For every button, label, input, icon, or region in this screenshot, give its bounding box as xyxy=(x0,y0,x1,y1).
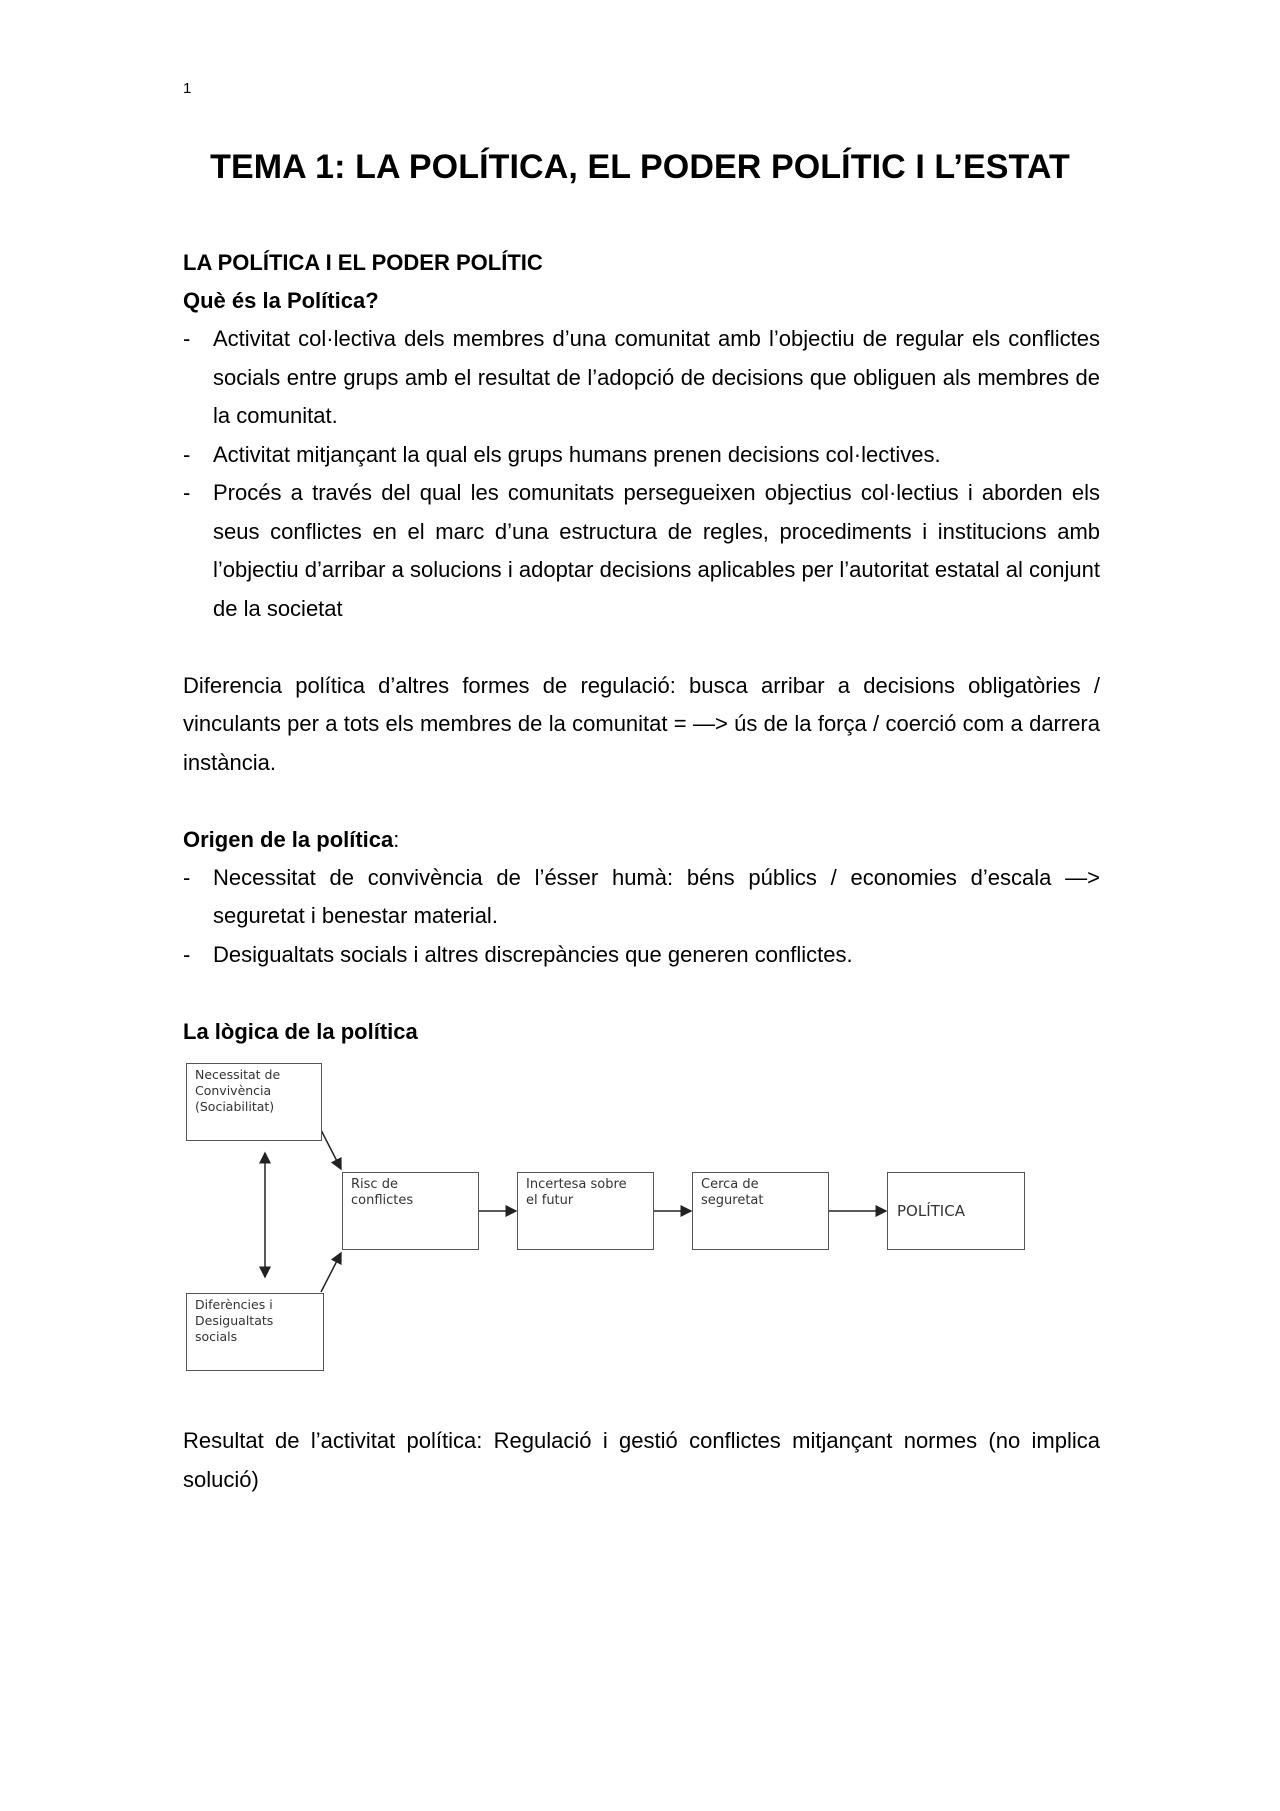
origen-colon: : xyxy=(393,826,400,852)
arrow-diferencies-to-risc xyxy=(321,1253,341,1292)
node-line: seguretat xyxy=(701,1193,764,1208)
node-line: POLÍTICA xyxy=(897,1202,965,1220)
list-item-text: Necessitat de convivència de l’ésser humà: béns públics / economies d’escala —> seguretat i benestar material. xyxy=(213,864,1100,928)
document-body xyxy=(183,244,1100,1051)
node-line: Desigualtats xyxy=(195,1313,274,1328)
dash-bullet: - xyxy=(183,326,191,351)
list-item-text: Procés a través del qual les comunitats persegueixen objectius col·lectius i aborden els seus conflictes en el marc d’una estructura de regles, procediments i institucions amb l’objectiu d’arribar a solucions i adoptar decisions aplicables per l’autoritat estatal al conjunt de la societat xyxy=(213,480,1100,621)
node-politica xyxy=(887,1172,1025,1250)
list-item xyxy=(183,474,1100,628)
node-line: Convivència xyxy=(195,1083,272,1098)
node-incertesa xyxy=(517,1172,654,1250)
origen-heading: Origen de la política xyxy=(183,826,394,852)
dash-bullet: - xyxy=(183,480,191,505)
question-heading: Què és la Política? xyxy=(183,288,379,313)
node-line: Cerca de xyxy=(701,1177,759,1192)
list-item xyxy=(183,320,1100,436)
node-line: conflictes xyxy=(351,1193,414,1208)
list-item xyxy=(183,859,1100,936)
page-title: TEMA 1: LA POLÍTICA, EL PODER POLÍTIC I L’ESTAT xyxy=(210,148,1070,186)
logic-diagram xyxy=(183,1050,1033,1370)
list-item xyxy=(183,936,1100,975)
node-line: (Sociabilitat) xyxy=(195,1099,275,1114)
node-necessitat xyxy=(186,1063,322,1141)
node-line: socials xyxy=(195,1329,238,1344)
resultat-paragraph: Resultat de l’activitat política: Regulació i gestió conflictes mitjançant normes (no implica solució) xyxy=(183,1428,1100,1492)
node-cerca xyxy=(692,1172,829,1250)
logica-heading: La lògica de la política xyxy=(183,1018,418,1044)
node-line: Diferències i xyxy=(195,1297,273,1312)
node-line: Necessitat de xyxy=(195,1067,281,1082)
node-line: Risc de xyxy=(351,1177,398,1192)
origen-list xyxy=(183,859,1100,975)
dash-bullet: - xyxy=(183,864,191,890)
origen-heading-row xyxy=(183,821,1100,859)
node-diferencies xyxy=(186,1293,324,1371)
dash-bullet: - xyxy=(183,941,191,967)
section-heading: LA POLÍTICA I EL PODER POLÍTIC xyxy=(183,250,543,275)
page-number: 1 xyxy=(183,80,192,97)
node-risc xyxy=(342,1172,479,1250)
dash-bullet: - xyxy=(183,441,191,467)
definition-list xyxy=(183,320,1100,628)
node-line: Incertesa sobre xyxy=(526,1177,627,1192)
list-item-text: Activitat col·lectiva dels membres d’una comunitat amb l’objectiu de regular els conflictes socials entre grups amb el resultat de l’adopció de decisions que obliguen als membres de la comunitat. xyxy=(213,326,1100,428)
closing-section xyxy=(183,1422,1100,1499)
list-item-text: Activitat mitjançant la qual els grups humans prenen decisions col·lectives. xyxy=(213,441,941,467)
diferencia-paragraph: Diferencia política d’altres formes de regulació: busca arribar a decisions obligatòries / vinculants per a tots els membres de la comunitat = —> ús de la força / coerció com a darrera instància. xyxy=(183,672,1100,775)
arrow-necessitat-to-risc xyxy=(321,1130,341,1169)
node-line: el futur xyxy=(526,1193,574,1208)
list-item-text: Desigualtats socials i altres discrepàncies que generen conflictes. xyxy=(213,941,853,967)
list-item xyxy=(183,436,1100,475)
